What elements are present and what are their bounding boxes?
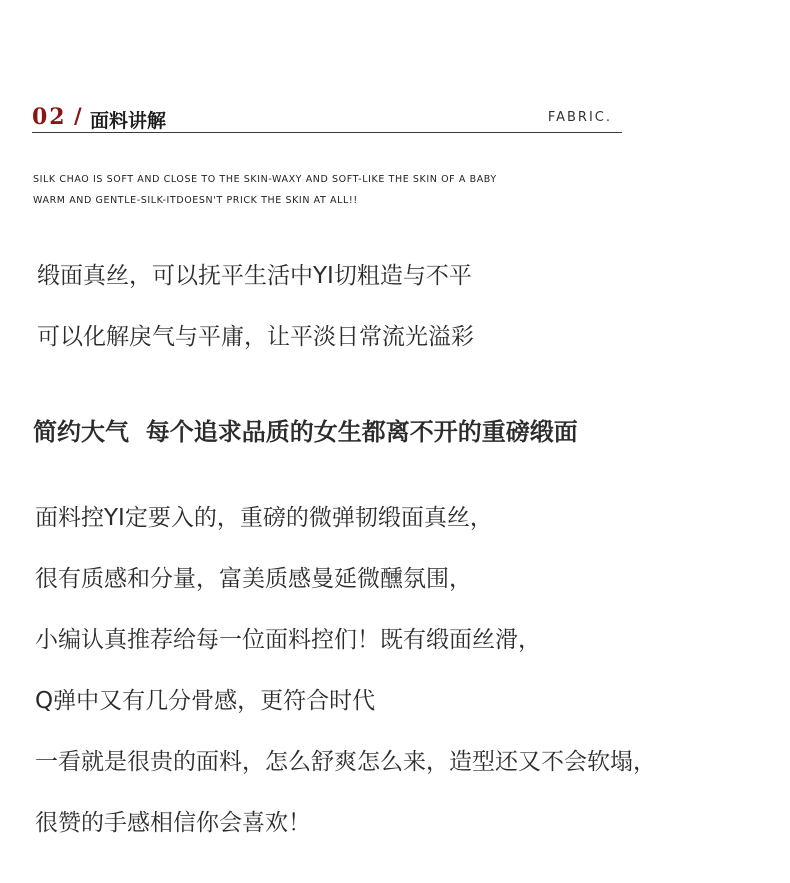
section-label-en: FABRIC. [547, 110, 612, 125]
headline: 简约大气 每个追求品质的女生都离不开的重磅缎面 [33, 418, 578, 446]
intro-cn-line-2: 可以化解戾气与平庸，让平淡日常流光溢彩 [37, 324, 474, 350]
section-number: 02 [32, 104, 67, 130]
body-line-3: 小编认真推荐给每一位面料控们！既有缎面丝滑， [35, 627, 541, 653]
section-header [32, 100, 622, 133]
body-line-2: 很有质感和分量，富美质感曼延微醺氛围， [35, 566, 472, 592]
section-title: 面料讲解 [90, 110, 167, 132]
section-slash: / [74, 104, 82, 128]
body-line-6: 很赞的手感相信你会喜欢！ [35, 810, 311, 836]
intro-cn-line-1: 缎面真丝，可以抚平生活中YI切粗造与不平 [37, 263, 472, 289]
body-line-5: 一看就是很贵的面料，怎么舒爽怎么来，造型还又不会软塌， [35, 749, 656, 775]
intro-en-line-2: WARM AND GENTLE-SILK-ITDOESN'T PRICK THE SKIN AT ALL!! [33, 195, 358, 206]
body-line-4: Q弹中又有几分骨感，更符合时代 [35, 688, 376, 714]
intro-en-line-1: SILK CHAO IS SOFT AND CLOSE TO THE SKIN-WAXY AND SOFT-LIKE THE SKIN OF A BABY [33, 174, 497, 185]
body-line-1: 面料控YI定要入的，重磅的微弹韧缎面真丝， [35, 505, 493, 531]
